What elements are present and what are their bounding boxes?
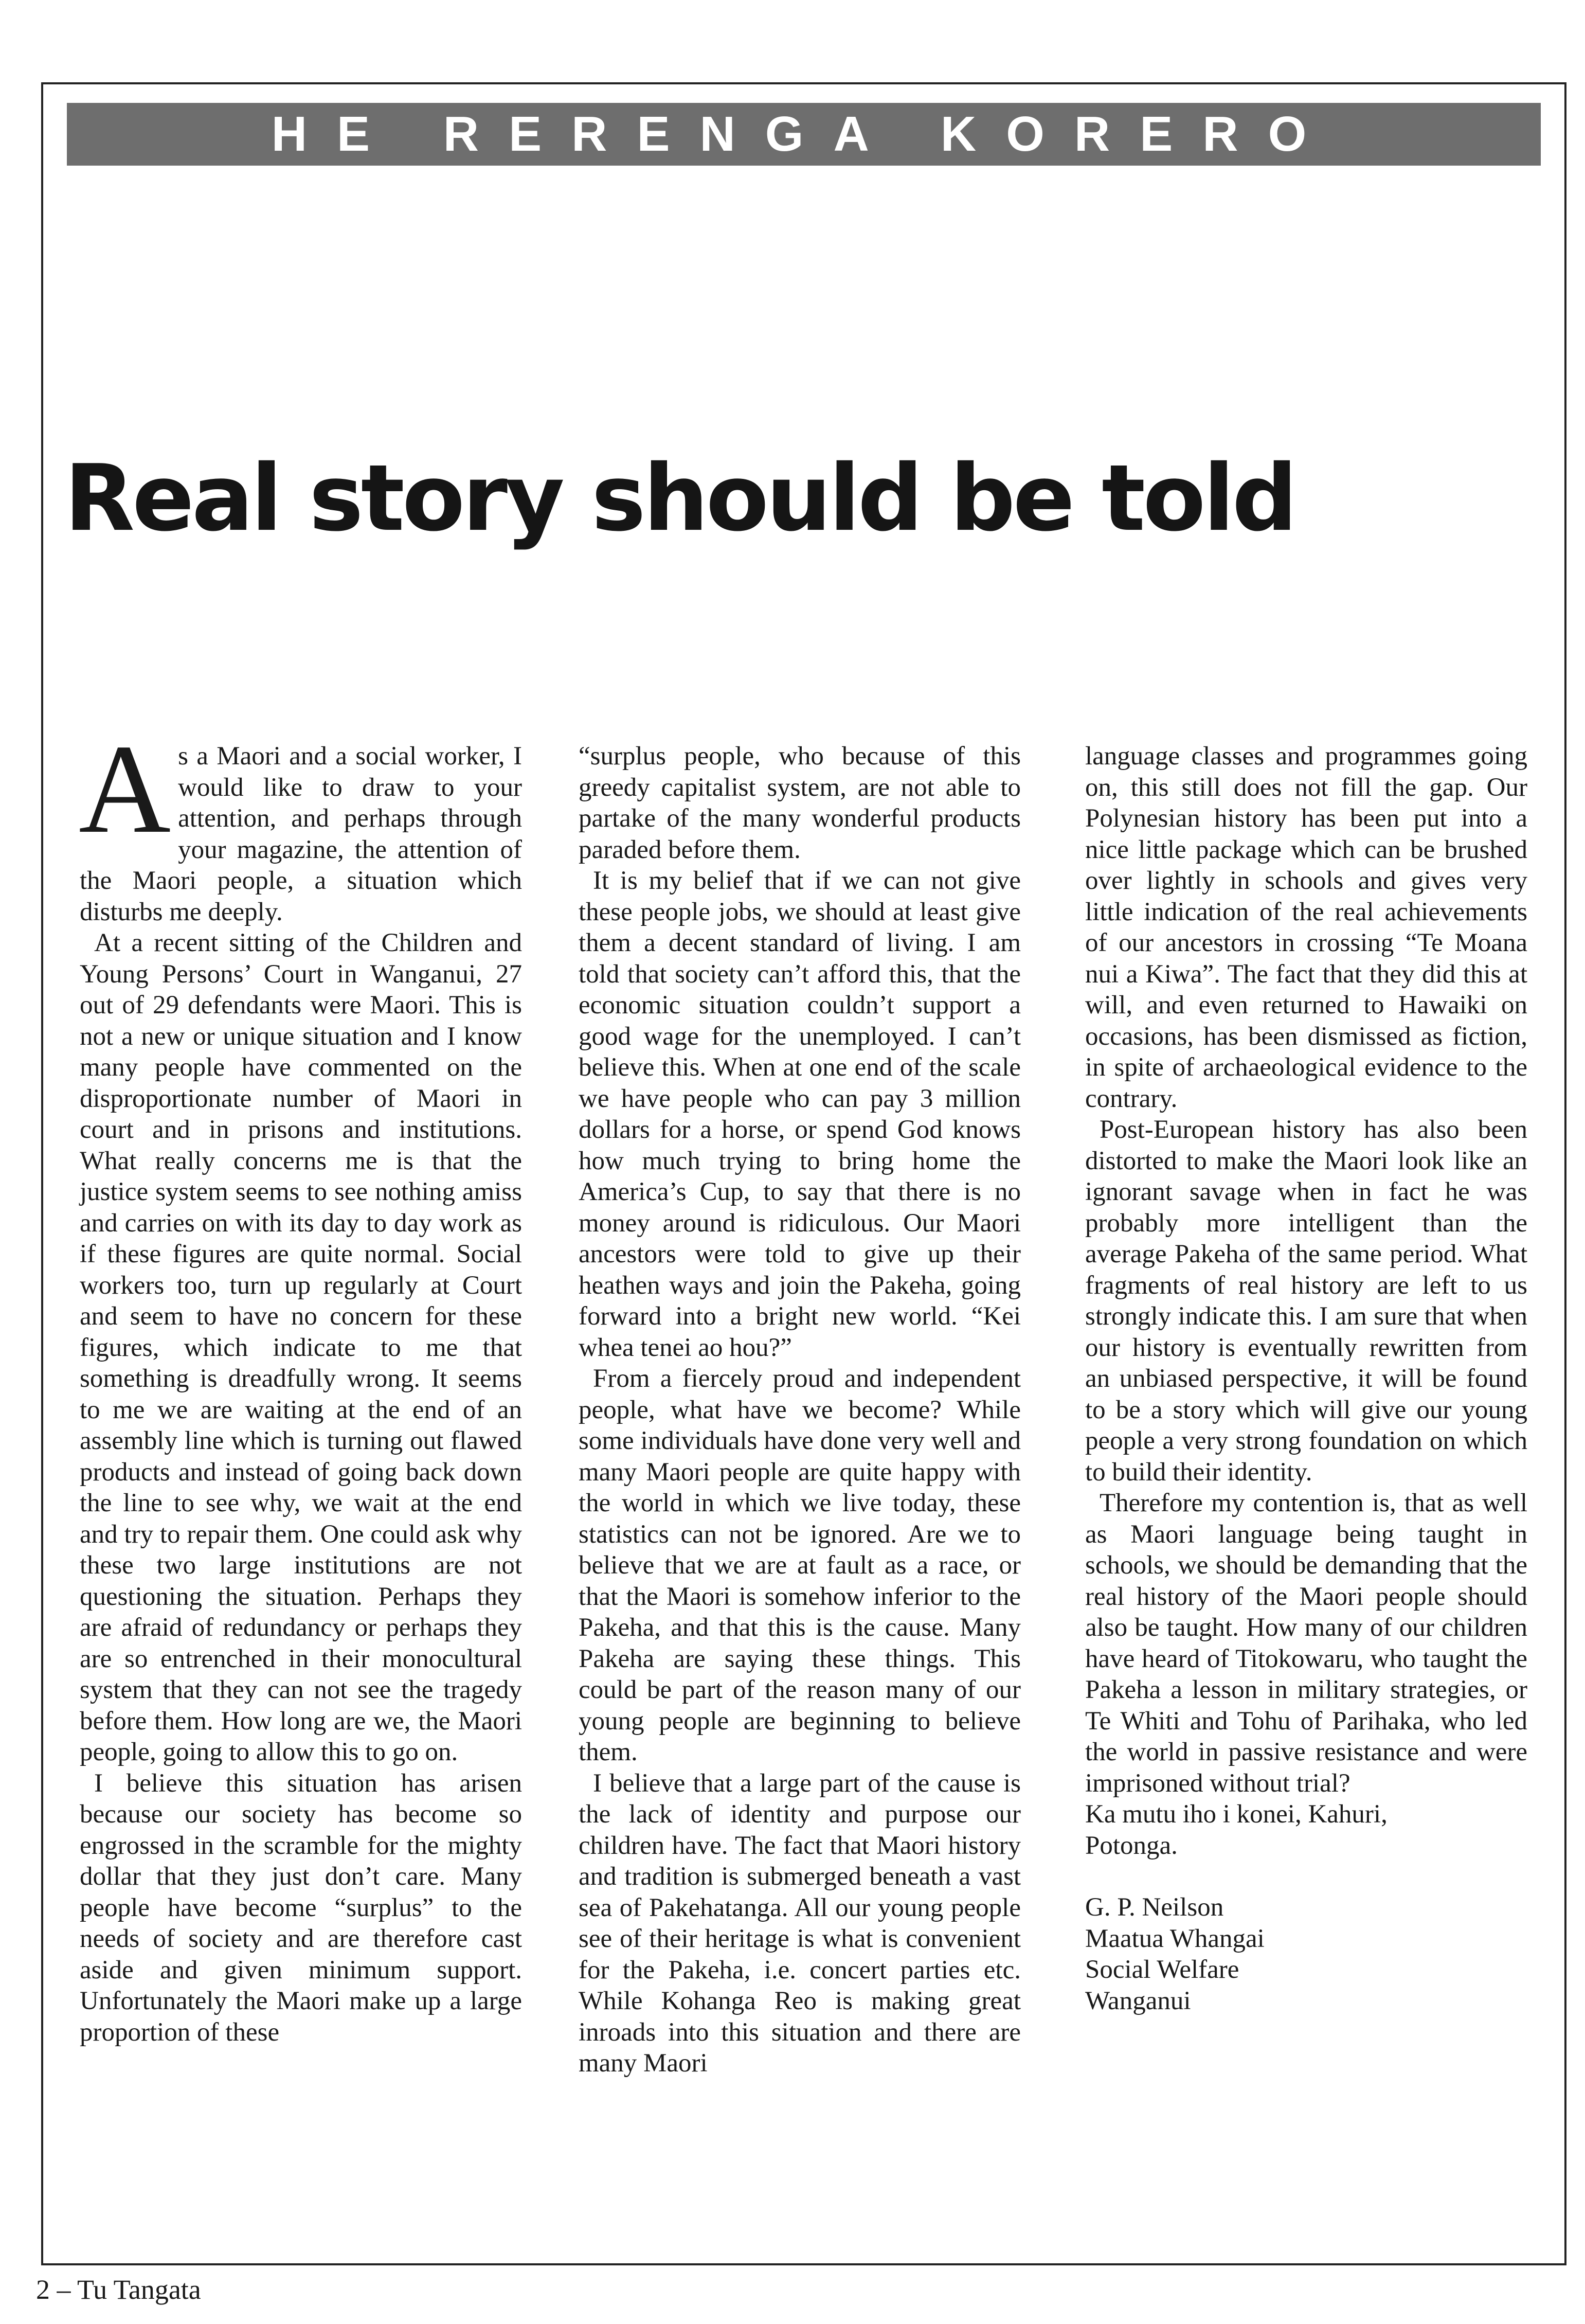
article-paragraph: From a fiercely proud and independent people, what have we become? While some individuals have done very well and many Maori people are quite happy with the world in which we live today, these statistics can not be ignored. Are we to believe that we are at fault as a race, or that the Maori is somehow inferior to the Pakeha, and that this is the cause. Many Pakeha are saying these things. This could be part of the reason many of our young people are beginning to believe them. — [579, 1364, 1021, 1766]
article-paragraph: At a recent sitting of the Children and Young Persons’ Court in Wanganui, 27 out of 29 defendants were Maori. This is not a new or unique situation and I know many people have commented on the disproportionate number of Maori in court and in prisons and institutions. What really concerns me is that the justice system seems to see nothing amiss and carries on with its day to day work as if these figures are quite normal. Social workers too, turn up regularly at Court and seem to have no concern for these figures, which indicate to me that something is dreadfully wrong. It seems to me we are waiting at the end of an assembly line which is turning out flawed products and instead of going back down the line to see why, we wait at the end and try to repair them. One could ask why these two large institutions are not questioning the situation. Perhaps they are afraid of redundancy or perhaps they are so entrenched in their monocultural system that they can not see the tragedy before them. How long are we, the Maori people, going to allow this to go on. — [80, 928, 522, 1766]
drop-cap: A — [79, 718, 171, 860]
article-paragraph: language classes and programmes going on, this still does not fill the gap. Our Polynesian history has been put into a nice little package which can be brushed over lightly in schools and gives very little indication of the real achievements of our ancestors in crossing “Te Moana nui a Kiwa”. The fact that they did this at will, and even returned to Hawaiki on occasions, has been dismissed as fiction, in spite of archaeological evidence to the contrary. — [1085, 742, 1527, 1113]
page-footer: 2 – Tu Tangata — [36, 2274, 201, 2305]
article-paragraph: Therefore my contention is, that as well as Maori language being taught in schools, we should be demanding that the real history of the Maori people should also be taught. How many of our children have heard of Titokowaru, who taught the Pakeha a lesson in military strategies, or Te Whiti and Tohu of Parihaka, who led the world in passive resistance and were imprisoned without trial? — [1085, 1489, 1527, 1798]
article-column-2 — [579, 741, 1021, 2079]
author-location: Wanganui — [1085, 1986, 1191, 2015]
article-paragraph: I believe that a large part of the cause is the lack of identity and purpose our children have. The fact that Maori history and tradition is submerged beneath a vast sea of Pakehatanga. All our young people see of their heritage is what is convenient for the Pakeha, i.e. concert parties etc. While Kohanga Reo is making great inroads into this situation and there are many Maori — [579, 1768, 1021, 2078]
section-banner — [67, 103, 1541, 166]
closing-line: Ka mutu iho i konei, Kahuri, — [1085, 1800, 1388, 1829]
article-headline: Real story should be told — [64, 445, 1295, 551]
article-paragraph: “surplus people, who because of this greedy capitalist system, are not able to partake of the many wonderful products paraded before them. — [579, 742, 1021, 864]
paragraph-text: s a Maori and a social worker, I would like to draw to your attention, and perhaps through your magazine, the attention of the Maori people, a situation which disturbs me deeply. — [80, 742, 522, 926]
article-paragraph: It is my belief that if we can not give these people jobs, we should at least give them a decent standard of living. I am told that society can’t afford this, that the economic situation couldn’t support a good wage for the unemployed. I can’t believe this. When at one end of the scale we have people who can pay 3 million dollars for a horse, or spend God knows how much trying to bring home the America’s Cup, to say that there is no money around is ridiculous. Our Maori ancestors were told to give up their heathen ways and join the Pakeha, going forward into a bright new world. “Kei whea tenei ao hou?” — [579, 866, 1021, 1362]
article-paragraph: Post-European history has also been distorted to make the Maori look like an ignorant savage when in fact he was probably more intelligent than the average Pakeha of the same period. What fragments of real history are left to us strongly indicate this. I am sure that when our history is eventually rewritten from an unbiased perspective, it will be found to be a story which will give our young people a very strong foundation on which to build their identity. — [1085, 1115, 1527, 1487]
article-column-1 — [79, 718, 522, 2048]
author-signature — [1085, 1892, 1527, 2016]
article-column-3 — [1085, 741, 1527, 2016]
closing-line: Potonga. — [1085, 1831, 1178, 1860]
author-department: Social Welfare — [1085, 1955, 1239, 1984]
article-paragraph: I believe this situation has arisen because our society has become so engrossed in the scramble for the mighty dollar that they just don’t care. Many people have become “surplus” to the needs of society and are therefore cast aside and given minimum support. Unfortunately the Maori make up a large proportion of these — [80, 1768, 522, 2047]
article-paragraph — [79, 718, 522, 927]
author-name: G. P. Neilson — [1085, 1893, 1224, 1922]
banner-title: HE RERENGA KORERO — [271, 106, 1337, 162]
author-organisation: Maatua Whangai — [1085, 1924, 1265, 1953]
